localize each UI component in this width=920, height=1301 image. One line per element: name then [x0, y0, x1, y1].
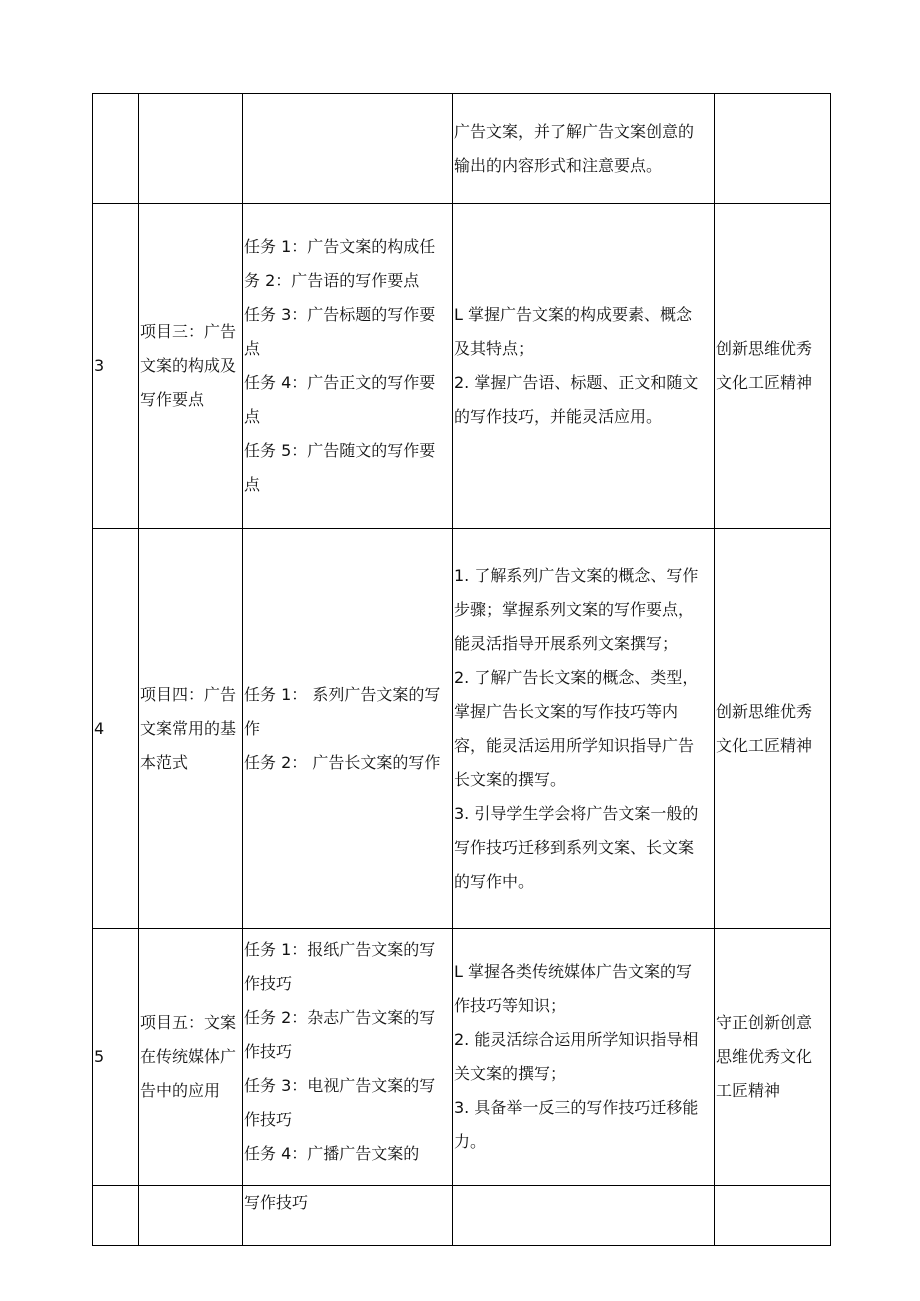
task-line: 任务 3：电视广告文案的写 — [244, 1076, 436, 1095]
ideology-line: 工匠精神 — [716, 1081, 781, 1100]
task-line: 作 — [244, 718, 261, 738]
goal-line: 3. 引导学生学会将广告文案一般的 — [454, 803, 699, 823]
task-line: 任务 1：报纸广告文案的写 — [244, 940, 436, 959]
row-number-cell: 4 — [93, 529, 139, 929]
project-cell — [139, 1186, 243, 1246]
project-line: 文案的构成及 — [140, 356, 237, 375]
goal-line: 的写作技巧，并能灵活应用。 — [454, 407, 663, 426]
tasks-clip — [244, 929, 451, 1185]
goal-line: 关文案的撰写； — [454, 1064, 567, 1083]
task-line: 任务 5：广告随文的写作要 — [244, 441, 436, 460]
goal-line: 步骤；掌握系列文案的写作要点， — [454, 599, 695, 619]
task-line: 任务 4：广播广告文案的 — [244, 1144, 420, 1161]
row-number-cell — [93, 94, 139, 204]
goals-cell — [453, 1186, 715, 1246]
ideology-line: 文化工匠精神 — [716, 735, 813, 755]
task-line: 作技巧 — [244, 974, 293, 993]
task-line: 点 — [244, 339, 261, 358]
goal-line: 作技巧等知识； — [454, 996, 567, 1015]
goal-line: 的写作中。 — [454, 871, 535, 891]
task-line: 任务 1：广告文案的构成任 — [244, 237, 436, 256]
table-row — [93, 529, 831, 929]
project-line: 写作要点 — [140, 390, 205, 409]
row-number-cell — [93, 1186, 139, 1246]
tasks-cell — [243, 529, 453, 929]
project-cell — [139, 94, 243, 204]
ideology-line: 创新思维优秀 — [716, 701, 813, 721]
task-line: 任务 2：杂志广告文案的写 — [244, 1008, 436, 1027]
task-line: 任务 2： 广告长文案的写作 — [244, 752, 441, 772]
course-content-table — [92, 93, 831, 1246]
goals-cell — [453, 204, 715, 529]
task-line: 作技巧 — [244, 1110, 293, 1129]
project-cell — [139, 529, 243, 929]
goal-line: L 掌握广告文案的构成要素、概念 — [454, 305, 693, 324]
task-line: 点 — [244, 475, 261, 494]
project-cell — [139, 204, 243, 529]
project-line: 项目三：广告 — [140, 322, 237, 341]
ideology-cell — [715, 529, 831, 929]
goal-line: 写作技巧迁移到系列文案、长文案 — [454, 837, 695, 857]
tasks-cell — [243, 94, 453, 204]
goal-line: L 掌握各类传统媒体广告文案的写 — [454, 962, 693, 981]
goal-line: 能灵活指导开展系列文案撰写； — [454, 633, 679, 653]
goal-line: 掌握广告长文案的写作技巧等内 — [454, 701, 679, 721]
goal-line: 3. 具备举一反三的写作技巧迁移能 — [454, 1098, 699, 1117]
project-line: 告中的应用 — [140, 1081, 221, 1100]
goal-line: 输出的内容形式和注意要点。 — [454, 155, 663, 175]
goal-line: 及其特点； — [454, 339, 535, 358]
goal-line: 长文案的撰写。 — [454, 769, 567, 789]
row-number-cell: 5 — [93, 929, 139, 1186]
goal-line: 2. 能灵活综合运用所学知识指导相 — [454, 1030, 699, 1049]
goal-line: 广告文案，并了解广告文案创意的 — [454, 121, 695, 141]
tasks-cell — [243, 929, 453, 1186]
tasks-cell — [243, 1186, 453, 1246]
goal-line: 2. 掌握广告语、标题、正文和随文 — [454, 373, 699, 392]
goal-line: 2. 了解广告长文案的概念、类型， — [454, 667, 699, 687]
task-line: 点 — [244, 407, 261, 426]
table-row — [93, 929, 831, 1186]
goal-line: 1. 了解系列广告文案的概念、写作 — [454, 565, 699, 585]
task-line: 务 2：广告语的写作要点 — [244, 271, 420, 290]
ideology-cell — [715, 204, 831, 529]
task-line: 任务 4：广告正文的写作要 — [244, 373, 436, 392]
table-row — [93, 1186, 831, 1246]
project-line: 文案常用的基 — [140, 718, 237, 738]
task-line: 作技巧 — [244, 1042, 293, 1061]
ideology-cell — [715, 929, 831, 1186]
project-cell — [139, 929, 243, 1186]
project-line: 本范式 — [140, 752, 189, 772]
row-number-cell: 3 — [93, 204, 139, 529]
goal-line: 容，能灵活运用所学知识指导广告 — [454, 735, 695, 755]
goals-cell — [453, 529, 715, 929]
project-line: 在传统媒体广 — [140, 1047, 237, 1066]
project-line: 项目四：广告 — [140, 684, 237, 704]
project-line: 项目五：文案 — [140, 1013, 237, 1032]
ideology-line: 文化工匠精神 — [716, 373, 813, 392]
goal-line: 力。 — [454, 1132, 487, 1151]
table-row — [93, 94, 831, 204]
table-row — [93, 204, 831, 529]
ideology-cell — [715, 1186, 831, 1246]
goals-cell — [453, 929, 715, 1186]
ideology-line: 创新思维优秀 — [716, 339, 813, 358]
task-line: 任务 3：广告标题的写作要 — [244, 305, 436, 324]
task-line: 写作技巧 — [244, 1193, 309, 1212]
ideology-line: 守正创新创意 — [716, 1013, 813, 1032]
ideology-line: 思维优秀文化 — [716, 1047, 813, 1066]
ideology-cell — [715, 94, 831, 204]
goals-cell — [453, 94, 715, 204]
task-line: 任务 1： 系列广告文案的写 — [244, 684, 441, 704]
tasks-cell — [243, 204, 453, 529]
